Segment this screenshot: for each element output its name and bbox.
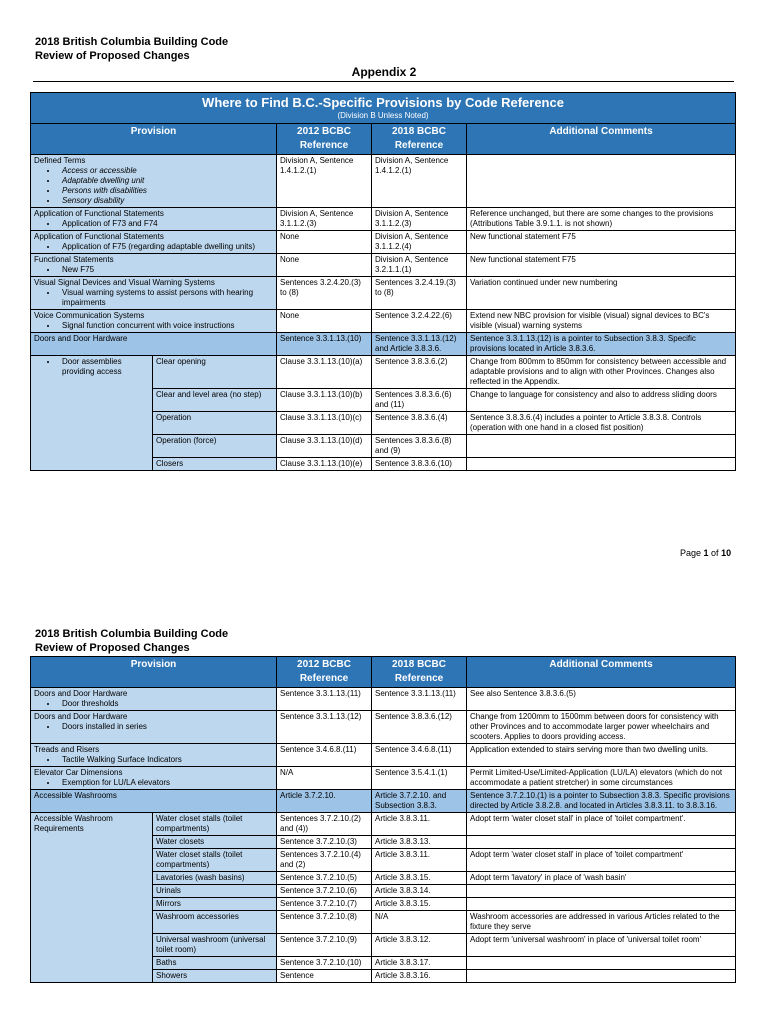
provision-cell [31,744,277,767]
provision-list [34,755,273,765]
ref-2012: None [277,310,372,333]
col-header-2018: 2018 BCBC Reference [372,657,467,688]
comment: Change from 800mm to 850mm for consistency between accessible and adaptable provisions and to align with other Provinces. Changes also reflected in the Appendix. [467,356,736,389]
table-row [31,277,736,310]
ref-2018: Sentence 3.3.1.13.(12) and Article 3.8.3.6. [372,333,467,356]
comment: Sentence 3.3.1.13.(12) is a pointer to Subsection 3.8.3. Specific provisions located in Article 3.8.3.6. [467,333,736,356]
ref-2012: Clause 3.3.1.13.(10)(c) [277,412,372,435]
provision-title: Application of Functional Statements [34,209,164,218]
provision-list [34,778,273,788]
page2-header [35,627,228,655]
sub-provision: Urinals [153,885,277,898]
col-header-2018: 2018 BCBC Reference [372,124,467,155]
ref-2018: Article 3.8.3.16. [372,970,467,983]
list-item: • Door assemblies providing access [58,357,149,377]
list-item: • Doors installed in series [58,722,273,732]
ref-2018: Article 3.8.3.15. [372,872,467,885]
provision-cell [31,155,277,208]
provision-list [34,265,273,275]
table-title-cell [31,93,736,124]
provisions-table-page2 [30,656,736,983]
ref-2012: Sentence 3.3.1.13.(12) [277,711,372,744]
ref-2012: Sentence 3.3.1.13.(10) [277,333,372,356]
comment: Sentence 3.8.3.6.(4) includes a pointer to Article 3.8.3.8. Controls (operation with one hand in a closed fist position) [467,412,736,435]
ref-2018: Sentences 3.2.4.19.(3) to (8) [372,277,467,310]
provision-title: Treads and Risers [34,745,100,754]
provision-cell [31,688,277,711]
ref-2012: None [277,231,372,254]
comment [467,970,736,983]
provision-list [34,166,273,206]
provision-cell [31,767,277,790]
ref-2018: Division A, Sentence 3.2.1.1.(1) [372,254,467,277]
list-item: • Tactile Walking Surface Indicators [58,755,273,765]
comment: Change from 1200mm to 1500mm between doors for consistency with other Provinces and to accommodate larger power wheelchairs and scooters. Applies to doors providing access. [467,711,736,744]
table-row [31,231,736,254]
ref-2018: Sentence 3.8.3.6.(4) [372,412,467,435]
comment: See also Sentence 3.8.3.6.(5) [467,688,736,711]
provision-cell [31,254,277,277]
sub-provision: Operation [153,412,277,435]
comment [467,836,736,849]
ref-2012: Clause 3.3.1.13.(10)(e) [277,458,372,471]
sub-provision: Lavatories (wash basins) [153,872,277,885]
provision-title: Doors and Door Hardware [34,712,128,721]
list-item: • Visual warning systems to assist persons with hearing impairments [58,288,273,308]
ref-2012: N/A [277,767,372,790]
sub-provision: Water closet stalls (toilet compartments) [153,849,277,872]
comment [467,898,736,911]
comment: Adopt term 'water closet stall' in place of 'toilet compartment' [467,849,736,872]
page1-header-subtitle: Review of Proposed Changes [35,50,190,62]
ref-2018: Sentence 3.8.3.6.(10) [372,458,467,471]
group-cell: Accessible Washroom Requirements [31,813,153,983]
provision-cell [31,310,277,333]
ref-2012: Sentences 3.2.4.20.(3) to (8) [277,277,372,310]
comment: Variation continued under new numbering [467,277,736,310]
ref-2012: Sentence 3.7.2.10.(3) [277,836,372,849]
list-item: • Signal function concurrent with voice instructions [58,321,273,331]
sub-provision: Clear opening [153,356,277,389]
list-item: • Adaptable dwelling unit [58,176,273,186]
ref-2018: N/A [372,911,467,934]
provision-cell [31,277,277,310]
provision-list [34,242,273,252]
ref-2018: Article 3.8.3.17. [372,957,467,970]
page2-header-subtitle: Review of Proposed Changes [35,642,190,654]
provision-cell [31,711,277,744]
list-item: • New F75 [58,265,273,275]
list-item: • Application of F73 and F74 [58,219,273,229]
ref-2018: Article 3.8.3.11. [372,813,467,836]
ref-2018: Sentence 3.8.3.6.(2) [372,356,467,389]
provision-title: Functional Statements [34,255,114,264]
comment: Change to language for consistency and also to address sliding doors [467,389,736,412]
ref-2012: Sentences 3.7.2.10.(4) and (2) [277,849,372,872]
provision-title: Elevator Car Dimensions [34,768,123,777]
provision-title: Doors and Door Hardware [34,689,128,698]
provision-list [34,288,273,308]
ref-2012: Clause 3.3.1.13.(10)(a) [277,356,372,389]
sub-provision: Washroom accessories [153,911,277,934]
list-item: • Persons with disabilities [58,186,273,196]
table-row [31,208,736,231]
ref-2012: None [277,254,372,277]
sub-provision: Operation (force) [153,435,277,458]
table-row [31,356,736,389]
table-row [31,310,736,333]
appendix-heading: Appendix 2 [351,65,417,79]
provision-list [34,321,273,331]
page1-header-title: 2018 British Columbia Building Code [35,36,229,48]
ref-2012: Sentence 3.7.2.10.(5) [277,872,372,885]
table-row [31,767,736,790]
table-header-row [31,657,736,688]
ref-2012: Sentences 3.7.2.10.(2) and (4)) [277,813,372,836]
table-row [31,711,736,744]
comment: Extend new NBC provision for visible (visual) signal devices to BC's visible (visual) warning systems [467,310,736,333]
ref-2012: Sentence 3.7.2.10.(10) [277,957,372,970]
ref-2012: Sentence 3.3.1.13.(11) [277,688,372,711]
comment: Permit Limited-Use/Limited-Application (LU/LA) elevators (which do not accommodate a patient stretcher) in some circumstances [467,767,736,790]
comment: Adopt term 'lavatory' in place of 'wash basin' [467,872,736,885]
col-header-comments: Additional Comments [467,657,736,688]
list-item: • Sensory disability [58,196,273,206]
provision-title: Application of Functional Statements [34,232,164,241]
sub-provision: Clear and level area (no step) [153,389,277,412]
col-header-2012: 2012 BCBC Reference [277,657,372,688]
ref-2012: Sentence 3.7.2.10.(6) [277,885,372,898]
comment [467,155,736,208]
page-number [680,548,731,558]
col-header-provision: Provision [31,657,277,688]
col-header-2012: 2012 BCBC Reference [277,124,372,155]
ref-2012: Article 3.7.2.10. [277,790,372,813]
ref-2018: Article 3.8.3.15. [372,898,467,911]
comment: Sentence 3.7.2.10.(1) is a pointer to Subsection 3.8.3. Specific provisions directed by Article 3.8.2.8. and located in Articles 3.8.3.11. to 3.8.3.16. [467,790,736,813]
ref-2012: Sentence [277,970,372,983]
provision-cell [31,231,277,254]
comment: Adopt term 'water closet stall' in place of 'toilet compartment'. [467,813,736,836]
ref-2018: Division A, Sentence 3.1.1.2.(3) [372,208,467,231]
ref-2012: Division A, Sentence 1.4.1.2.(1) [277,155,372,208]
table-row [31,688,736,711]
ref-2012: Sentence 3.7.2.10.(9) [277,934,372,957]
page1-header [35,35,228,63]
provision-list [34,699,273,709]
comment [467,435,736,458]
sub-provision: Showers [153,970,277,983]
header-rule [33,81,734,82]
ref-2012: Sentence 3.4.6.8.(11) [277,744,372,767]
comment: Adopt term 'universal washroom' in place of 'universal toilet room' [467,934,736,957]
comment: Washroom accessories are addressed in various Articles related to the fixture they serve [467,911,736,934]
sub-provision: Water closet stalls (toilet compartments) [153,813,277,836]
comment: New functional statement F75 [467,231,736,254]
page-number-current: 1 [703,548,709,558]
table-row [31,333,736,356]
comment [467,885,736,898]
ref-2018: Article 3.8.3.13. [372,836,467,849]
ref-2012: Sentence 3.7.2.10.(7) [277,898,372,911]
ref-2018: Article 3.8.3.11. [372,849,467,872]
ref-2018: Sentence 3.5.4.1.(1) [372,767,467,790]
provision-title: Visual Signal Devices and Visual Warning Systems [34,278,215,287]
ref-2018: Sentence 3.3.1.13.(11) [372,688,467,711]
comment: Application extended to stairs serving more than two dwelling units. [467,744,736,767]
provision-cell [31,208,277,231]
ref-2012: Division A, Sentence 3.1.1.2.(3) [277,208,372,231]
group-list [34,357,149,377]
comment: New functional statement F75 [467,254,736,277]
ref-2012: Clause 3.3.1.13.(10)(b) [277,389,372,412]
table-row [31,254,736,277]
ref-2018: Article 3.8.3.14. [372,885,467,898]
ref-2018: Division A, Sentence 3.1.1.2.(4) [372,231,467,254]
provision-title: Voice Communication Systems [34,311,145,320]
ref-2018: Sentences 3.8.3.6.(8) and (9) [372,435,467,458]
sub-provision: Closers [153,458,277,471]
table-title: Where to Find B.C.-Specific Provisions by Code Reference [202,95,564,110]
list-item: • Application of F75 (regarding adaptable dwelling units) [58,242,273,252]
ref-2018: Sentence 3.8.3.6.(12) [372,711,467,744]
provision-list [34,219,273,229]
sub-provision: Universal washroom (universal toilet room) [153,934,277,957]
group-cell [31,356,153,471]
provisions-table-page1 [30,92,736,471]
page-number-total: 10 [721,548,732,558]
ref-2018: Sentences 3.8.3.6.(6) and (11) [372,389,467,412]
col-header-provision: Provision [31,124,277,155]
page-number-of: of [708,548,722,558]
comment: Reference unchanged, but there are some changes to the provisions (Attributions Table 3.9.1.1. is not shown) [467,208,736,231]
ref-2018: Article 3.8.3.12. [372,934,467,957]
table-row [31,155,736,208]
list-item: • Door thresholds [58,699,273,709]
comment [467,957,736,970]
sub-provision: Water closets [153,836,277,849]
provision-cell: Doors and Door Hardware [31,333,277,356]
table-row [31,744,736,767]
list-item: • Exemption for LU/LA elevators [58,778,273,788]
table-header-row [31,124,736,155]
sub-provision: Mirrors [153,898,277,911]
ref-2018: Sentence 3.4.6.8.(11) [372,744,467,767]
list-item: • Access or accessible [58,166,273,176]
ref-2018: Article 3.7.2.10. and Subsection 3.8.3. [372,790,467,813]
sub-provision: Baths [153,957,277,970]
page2-header-title: 2018 British Columbia Building Code [35,628,229,640]
table-row [31,790,736,813]
page-number-prefix: Page [680,548,704,558]
provision-cell: Accessible Washrooms [31,790,277,813]
ref-2012: Clause 3.3.1.13.(10)(d) [277,435,372,458]
provision-list [34,722,273,732]
table-subtitle: (Division B Unless Noted) [337,111,429,120]
comment [467,458,736,471]
ref-2018: Sentence 3.2.4.22.(6) [372,310,467,333]
ref-2012: Sentence 3.7.2.10.(8) [277,911,372,934]
ref-2018: Division A, Sentence 1.4.1.2.(1) [372,155,467,208]
table-row [31,813,736,836]
col-header-comments: Additional Comments [467,124,736,155]
provision-title: Defined Terms [34,156,86,165]
